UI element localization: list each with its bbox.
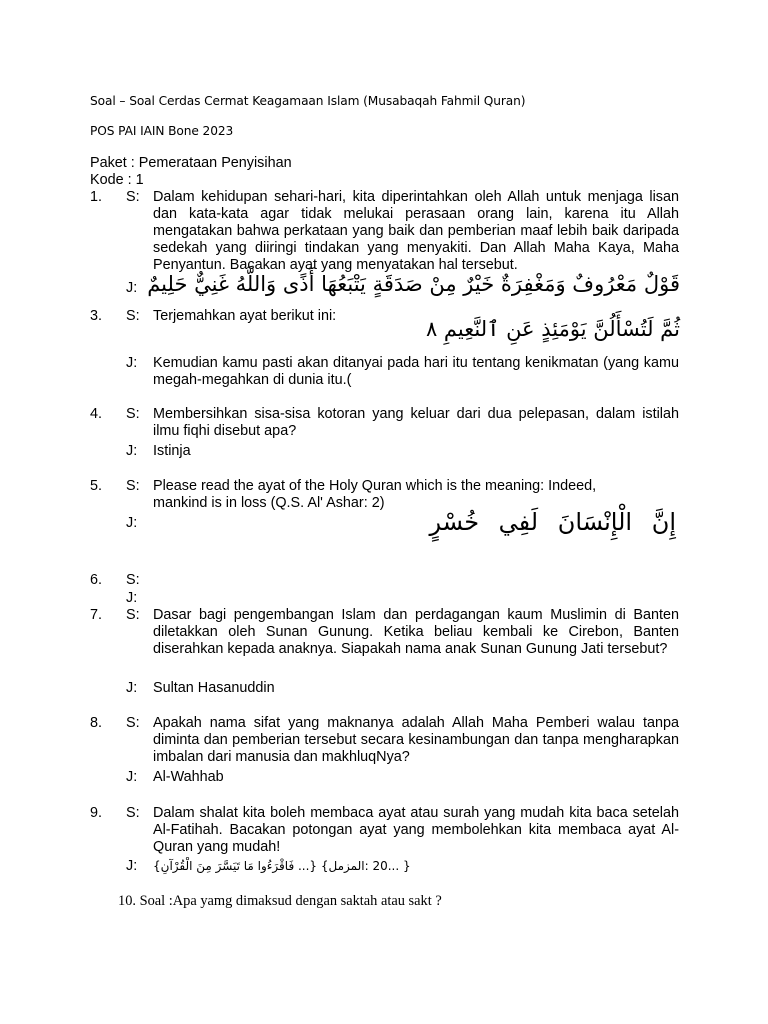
question-text: Dalam shalat kita boleh membaca ayat atau surah yang mudah kita baca setelah Al-Fatihah. Bacakan potongan ayat yang membolehkan kita membaca ayat Al-Quran yang mudah! bbox=[153, 805, 679, 855]
answer-label: J: bbox=[126, 590, 138, 606]
question-label: S: bbox=[126, 607, 140, 623]
question-label: S: bbox=[126, 715, 140, 731]
answer-label: J: bbox=[126, 858, 138, 874]
kode-line: Kode : 1 bbox=[90, 172, 144, 188]
answer-label: J: bbox=[126, 355, 138, 371]
question-3-arabic: ثُمَّ لَتُسْأَلُنَّ يَوْمَئِذٍ عَنِ ٱلنَّعِيمِ ٨ bbox=[425, 317, 680, 341]
answer-label: J: bbox=[126, 515, 138, 531]
question-label: S: bbox=[126, 805, 140, 821]
answer-label: J: bbox=[126, 443, 138, 459]
answer-text: Sultan Hasanuddin bbox=[153, 680, 275, 696]
question-text: Please read the ayat of the Holy Quran which is the meaning: Indeed, mankind is in loss (Q.S. Al' Ashar: 2) bbox=[153, 478, 597, 511]
question-10: 10. Soal :Apa yamg dimaksud dengan saktah atau sakt ? bbox=[118, 893, 442, 909]
document-title: Soal – Soal Cerdas Cermat Keagamaan Islam (Musabaqah Fahmil Quran) bbox=[90, 94, 526, 108]
question-text: Terjemahkan ayat berikut ini: bbox=[153, 308, 337, 324]
answer-text: Al-Wahhab bbox=[153, 769, 224, 785]
question-label: S: bbox=[126, 308, 140, 324]
question-number: 7. bbox=[90, 607, 103, 623]
question-number: 5. bbox=[90, 478, 103, 494]
question-number: 6. bbox=[90, 572, 103, 588]
answer-text: Kemudian kamu pasti akan ditanyai pada hari itu tentang kenikmatan (yang kamu megah-megahkan di dunia itu.( bbox=[153, 355, 679, 388]
paket-line: Paket : Pemerataan Penyisihan bbox=[90, 155, 292, 171]
question-label: S: bbox=[126, 406, 140, 422]
question-number: 9. bbox=[90, 805, 103, 821]
question-number: 4. bbox=[90, 406, 103, 422]
answer-label: J: bbox=[126, 280, 138, 296]
question-number: 3. bbox=[90, 308, 103, 324]
question-text: Apakah nama sifat yang maknanya adalah Allah Maha Pemberi walau tanpa diminta dan pemberian tersebut secara kesinambungan dan tanpa mengharapkan imbalan dari manusia dan makhluqNya? bbox=[153, 715, 679, 765]
answer-5-arabic: إِنَّ الْإِنْسَانَ لَفِي خُسْرٍ bbox=[429, 508, 676, 536]
question-label: S: bbox=[126, 478, 140, 494]
answer-9-arabic: { ...20 :المزمل} {... فَاقْرَءُوا مَا تَيَسَّرَ مِنَ الْقُرْآنِ} bbox=[153, 859, 411, 873]
question-number: 8. bbox=[90, 715, 103, 731]
answer-label: J: bbox=[126, 680, 138, 696]
question-text: Dalam kehidupan sehari-hari, kita diperintahkan oleh Allah untuk menjaga lisan dan kata-kata agar tidak melukai perasaan orang lain, karena itu Allah mengatakan bahwa perkataan yang baik dan pemberian maaf lebih baik daripada sedekah yang diiringi tindakan yang menyakiti. Dan Allah Maha Kaya, Maha Penyantun. Bacakan ayat yang menyatakan hal tersebut. bbox=[153, 189, 679, 273]
question-label: S: bbox=[126, 572, 140, 588]
question-number: 1. bbox=[90, 189, 103, 205]
answer-text: Istinja bbox=[153, 443, 191, 459]
answer-1-arabic: قَوْلٌ مَعْرُوفٌ وَمَغْفِرَةٌ خَيْرٌ مِنْ صَدَقَةٍ يَتْبَعُهَا أَذًى وَاللَّهُ غَنِيٌّ حَلِيمٌ bbox=[147, 272, 680, 296]
question-text: Dasar bagi pengembangan Islam dan perdagangan kaum Muslimin di Banten diletakkan oleh Sunan Gunung. Ketika beliau kembali ke Cirebon, Banten diserahkan kepada anaknya. Siapakah nama anak Sunan Gunung Jati tersebut? bbox=[153, 607, 679, 657]
answer-label: J: bbox=[126, 769, 138, 785]
question-text: Membersihkan sisa-sisa kotoran yang keluar dari dua pelepasan, dalam istilah ilmu fiqhi disebut apa? bbox=[153, 406, 679, 439]
question-label: S: bbox=[126, 189, 140, 205]
document-organizer: POS PAI IAIN Bone 2023 bbox=[90, 124, 234, 138]
